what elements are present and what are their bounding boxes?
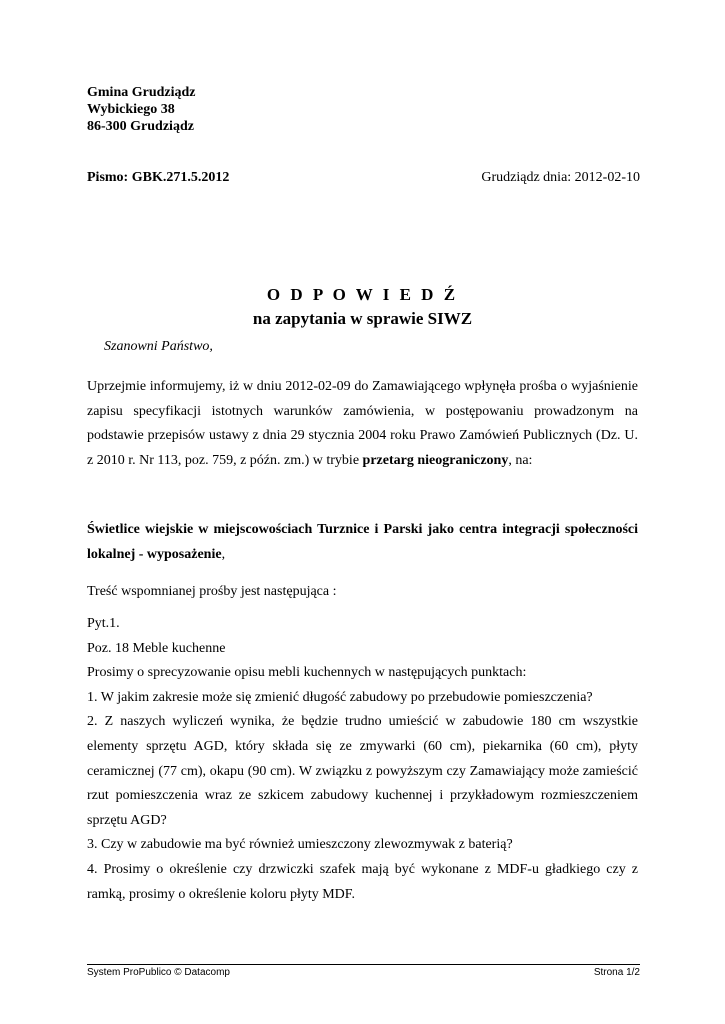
- intro-text: Uprzejmie informujemy, iż w dniu 2012-02-09 do Zamawiającego wpłynęła prośba o wyjaśnienie zapisu specyfikacji istotnych warunków zamówienia, w postępowaniu prowadzonym na podstawie przepisów ustawy z dnia 29 stycznia 2004 roku Prawo Zamówień Publicznych (Dz. U. z 2010 r. Nr 113, poz. 759, z późn. zm.) w trybie: [87, 379, 638, 468]
- procedure-mode: przetarg nieograniczony: [362, 452, 509, 468]
- sender-address: [87, 84, 196, 135]
- document-title: O D P O W I E D Ź: [266, 285, 459, 304]
- request-intro: Treść wspomnianej prośby jest następująca :: [87, 584, 337, 599]
- footer-divider: [87, 964, 640, 965]
- question-item-2: 2. Z naszych wyliczeń wynika, że będzie trudno umieścić w zabudowie 180 cm wszystkie elementy sprzętu AGD, który składa się ze zmywarki (60 cm), piekarnika (60 cm), płyty ceramicznej (77 cm), okapu (90 cm). W związku z powyższym czy Zamawiający może zamieścić rzut pomieszczenia wraz ze szkicem zabudowy kuchennej i przykładowym rozmieszczeniem sprzętu AGD?: [87, 714, 638, 828]
- question-position: Poz. 18 Meble kuchenne: [87, 640, 226, 656]
- footer-page-number: Strona 1/2: [593, 967, 640, 978]
- sender-name: Gmina Grudziądz: [87, 85, 196, 100]
- letter-reference: Pismo: GBK.271.5.2012: [87, 170, 230, 185]
- question-request: Prosimy o sprecyzowanie opisu mebli kuchennych w następujących punktach:: [87, 665, 527, 681]
- sender-city: 86-300 Grudziądz: [87, 119, 194, 134]
- question-block: [87, 612, 638, 907]
- subject-text: Świetlice wiejskie w miejscowościach Turznice i Parski jako centra integracji społeczności lokalnej - wyposażenie: [87, 522, 638, 562]
- intro-paragraph: [87, 375, 638, 473]
- document-subtitle: na zapytania w sprawie SIWZ: [252, 309, 473, 328]
- subject-suffix: ,: [221, 546, 226, 562]
- subject-paragraph: [87, 518, 638, 567]
- sender-street: Wybickiego 38: [87, 102, 175, 117]
- question-item-1: 1. W jakim zakresie może się zmienić długość zabudowy po przebudowie pomieszczenia?: [87, 689, 593, 705]
- footer-system: System ProPublico © Datacomp: [87, 967, 230, 978]
- question-label: Pyt.1.: [87, 616, 120, 631]
- letter-date: Grudziądz dnia: 2012-02-10: [481, 170, 640, 185]
- intro-suffix: , na:: [508, 452, 533, 468]
- greeting: Szanowni Państwo,: [104, 339, 213, 354]
- question-item-3: 3. Czy w zabudowie ma być również umieszczony zlewozmywak z baterią?: [87, 837, 513, 853]
- question-item-4: 4. Prosimy o określenie czy drzwiczki szafek mają być wykonane z MDF-u gładkiego czy z ramką, prosimy o określenie koloru płyty MDF.: [87, 861, 638, 902]
